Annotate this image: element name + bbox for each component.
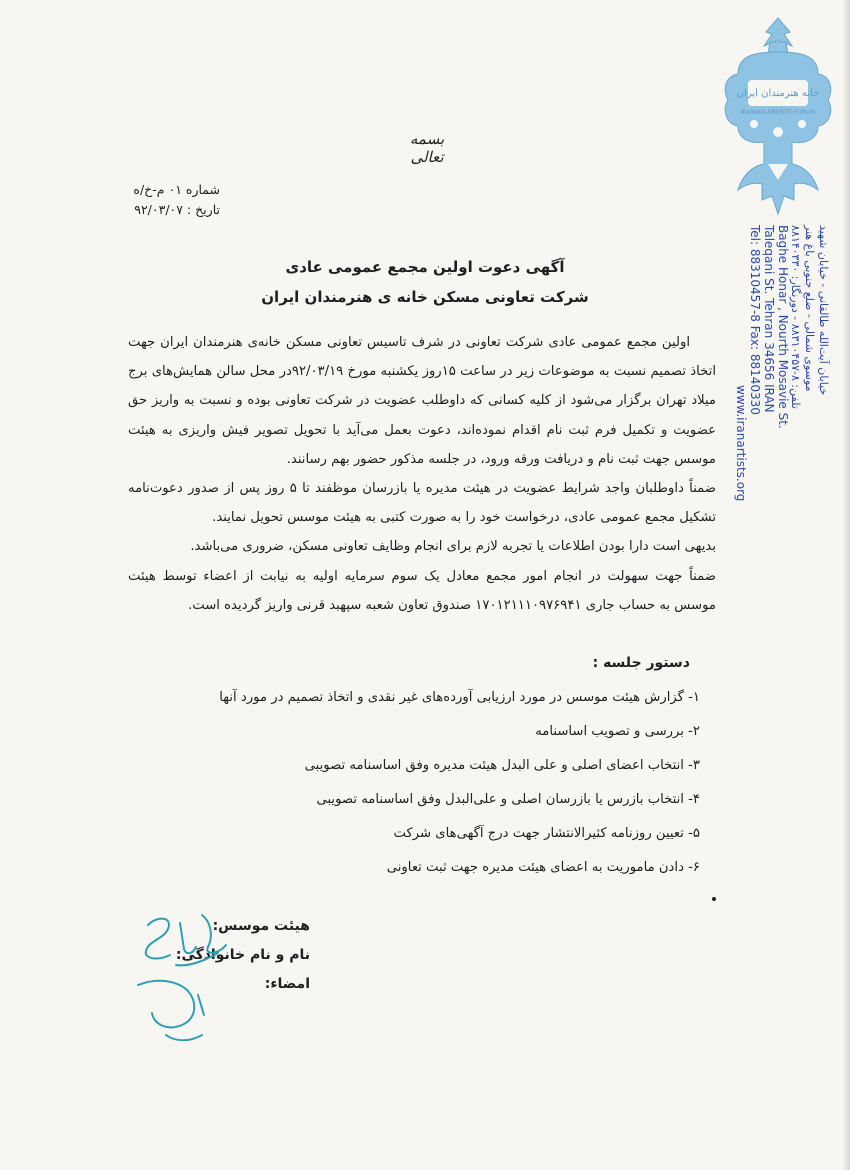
agenda-list <box>200 688 700 892</box>
title-line-2: شرکت تعاونی مسکن خانه ی هنرمندان ایران <box>261 288 589 306</box>
board-label: هیئت موسس: <box>212 918 310 934</box>
logo-emblem-icon <box>718 14 838 224</box>
agenda-item: ۴- انتخاب بازرس یا بازرسان اصلی و علی‌البدل وفق اساسنامه تصویبی <box>316 792 700 807</box>
body-paragraph-3: بدیهی است دارا بودن اطلاعات یا تجربه لازم برای انجام وظایف تعاونی مسکن، ضروری می‌باشد. <box>190 539 716 555</box>
stray-dot <box>712 897 716 901</box>
scan-edge <box>842 0 850 1170</box>
logo-fa-text: خانه هنرمندان ایران <box>736 88 820 99</box>
side-address-block <box>734 225 830 625</box>
letter-date: تاریخ : ۹۲/۰۳/۰۷ <box>134 202 220 217</box>
sign-label: امضاء: <box>264 976 310 992</box>
side-fa-line-1: خیابان آیت‌الله طالقانی - خیابان شهید <box>817 225 830 396</box>
agenda-item: ۵- تعیین روزنامه کثیرالانتشار جهت درج آگهی‌های شرکت <box>393 826 700 841</box>
agenda-item: ۳- انتخاب اعضای اصلی و علی البدل هیئت مدیره وفق اساسنامه تصویبی <box>304 758 700 773</box>
body-paragraph-4: ضمناً جهت سهولت در انجام امور مجمع معادل یک سوم سرمایه اولیه به نیابت از اعضاء توسط هیئت موسس به حساب جاری ۱۷۰۱۲۱۱۱۰۹۷۶۹۴۱ صندوق تعاون شعبه سپهبد قرنی واریز گردیده است. <box>128 568 716 613</box>
letter-meta <box>100 180 220 220</box>
side-en-line-3: Tel: 88310457-8 Fax: 88140330 <box>748 225 762 415</box>
agenda-item: ۲- بررسی و تصویب اساسنامه <box>535 724 700 739</box>
agenda-item: ۱- گزارش هیئت موسس در مورد ارزیابی آورده‌های غیر نقدی و اتخاذ تصمیم در مورد آنها <box>219 690 700 705</box>
side-en-line-4: www.iranartists.org <box>734 385 748 502</box>
notice-body <box>128 328 716 620</box>
side-en-line-1: Baghe Honar , Nourth Mosavie St. <box>776 225 790 429</box>
side-en-line-2: Taleqani St. Tehran 34656 IRAN <box>762 225 776 413</box>
title-line-1: آگهی دعوت اولین مجمع عمومی عادی <box>285 258 565 276</box>
document-title <box>200 252 650 312</box>
agenda-item: ۶- دادن ماموریت به اعضای هیئت مدیره جهت ثبت تعاونی <box>386 860 700 875</box>
name-label: نام و نام خانوادگی: <box>175 947 310 963</box>
iranian-artists-forum-logo <box>718 14 838 224</box>
side-fa-line-2: موسوی شمالی - ضلع جنوبی باغ هنر <box>803 225 816 392</box>
body-paragraph-1: اولین مجمع عمومی عادی شرکت تعاونی در شرف تاسیس تعاونی مسکن خانه‌ی هنرمندان ایران جهت اتخاذ تصمیم نسبت به موضوعات زیر در ساعت ۱۵روز یکشنبه مورخ ۹۲/۰۳/۱۹در محل سالن همایش‌های برج میلاد تهران برگزار می‌شود از کلیه کسانی که داوطلب عضویت در شرکت تعاونی بوده و نسبت به واریز حق عضویت و تکمیل فرم ثبت نام اقدام نموده‌اند، دعوت بعمل می‌آید با تحویل تصویر فیش واریزی به هیئت موسس جهت ثبت نام و دریافت ورقه ورود، در جلسه مذکور حضور بهم رسانند. <box>128 335 717 467</box>
letter-number: شماره ۰۱ م-خ/ه <box>133 182 220 197</box>
body-paragraph-2: ضمناً داوطلبان واجد شرایط عضویت در هیئت مدیره یا بازرسان موظفند تا ۵ روز پس از صدور دعوت‌نامه تشکیل مجمع عمومی عادی، درخواست خود را به صورت کتبی به هیئت موسس تحویل نمایند. <box>128 481 716 526</box>
side-fa-line-3: تلفن: ۸-۸۸۳۱۰۴۵۷ - دورنگار: ۸۸۱۴۰۳۳۰ <box>789 225 802 409</box>
logo-en-text: IRANIAN ARTISTS FORUM <box>740 109 816 116</box>
basmala: بسمه تعالی <box>409 130 445 166</box>
handwritten-signature <box>118 895 238 1055</box>
agenda-heading: دستور جلسه : <box>592 655 690 671</box>
